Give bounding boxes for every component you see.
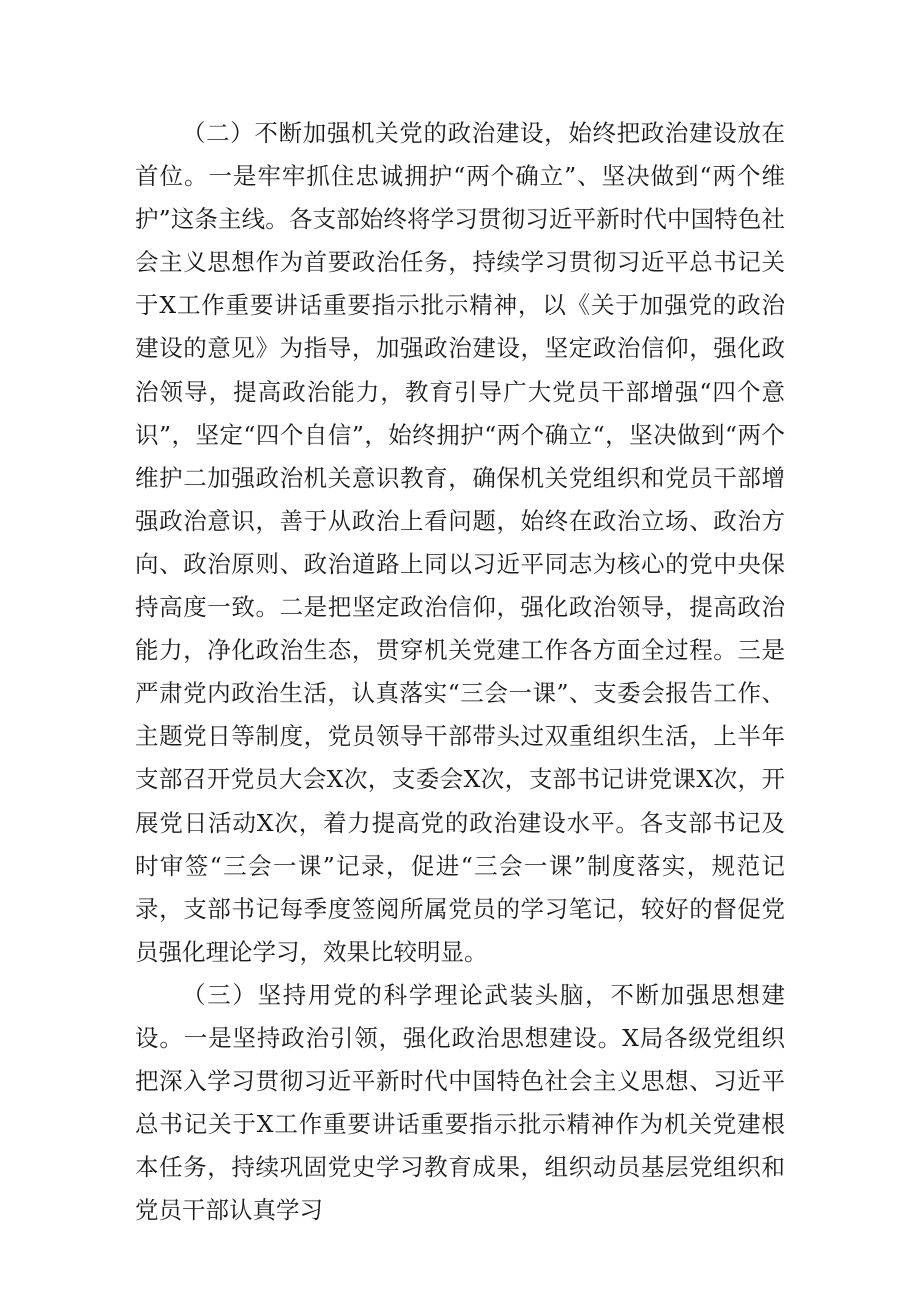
paragraph-political-building: （二）不断加强机关党的政治建设，始终把政治建设放在首位。一是牢牢抓住忠诚拥护“两个确立”、坚决做到“两个维护”这条主线。各支部始终将学习贯彻习近平新时代中国特色社会主义思想作为首要政治任务，持续学习贯彻习近平总书记关于X工作重要讲话重要指示批示精神，以《关于加强党的政治建设的意见》为指导，加强政治建设，坚定政治信仰，强化政治领导，提高政治能力，教育引导广大党员干部增强“四个意识”，坚定“四个自信”，始终拥护“两个确立“，坚决做到“两个维护二加强政治机关意识教育，确保机关党组织和党员干部增强政治意识，善于从政治上看问题，始终在政治立场、政治方向、政治原则、政治道路上同以习近平同志为核心的党中央保持高度一致。二是把坚定政治信仰，强化政治领导，提高政治能力，净化政治生态，贯穿机关党建工作各方面全过程。三是严肃党内政治生活，认真落实“三会一课”、支委会报告工作、主题党日等制度，党员领导干部带头过双重组织生活，上半年支部召开党员大会X次，支委会X次，支部书记讲党课X次，开展党日活动X次，着力提高党的政治建设水平。各支部书记及时审签“三会一课”记录，促进“三会一课”制度落实，规范记录，支部书记每季度签阅所属党员的学习笔记，较好的督促党员强化理论学习，效果比较明显。 — [135, 119, 785, 966]
document-body — [135, 112, 785, 1232]
paragraph-ideological-building: （三）坚持用党的科学理论武装头脑，不断加强思想建设。一是坚持政治引领，强化政治思想建设。X局各级党组织把深入学习贯彻习近平新时代中国特色社会主义思想、习近平总书记关于X工作重要讲话重要指示批示精神作为机关党建根本任务，持续巩固党史学习教育成果，组织动员基层党组织和党员干部认真学习 — [135, 980, 785, 1225]
